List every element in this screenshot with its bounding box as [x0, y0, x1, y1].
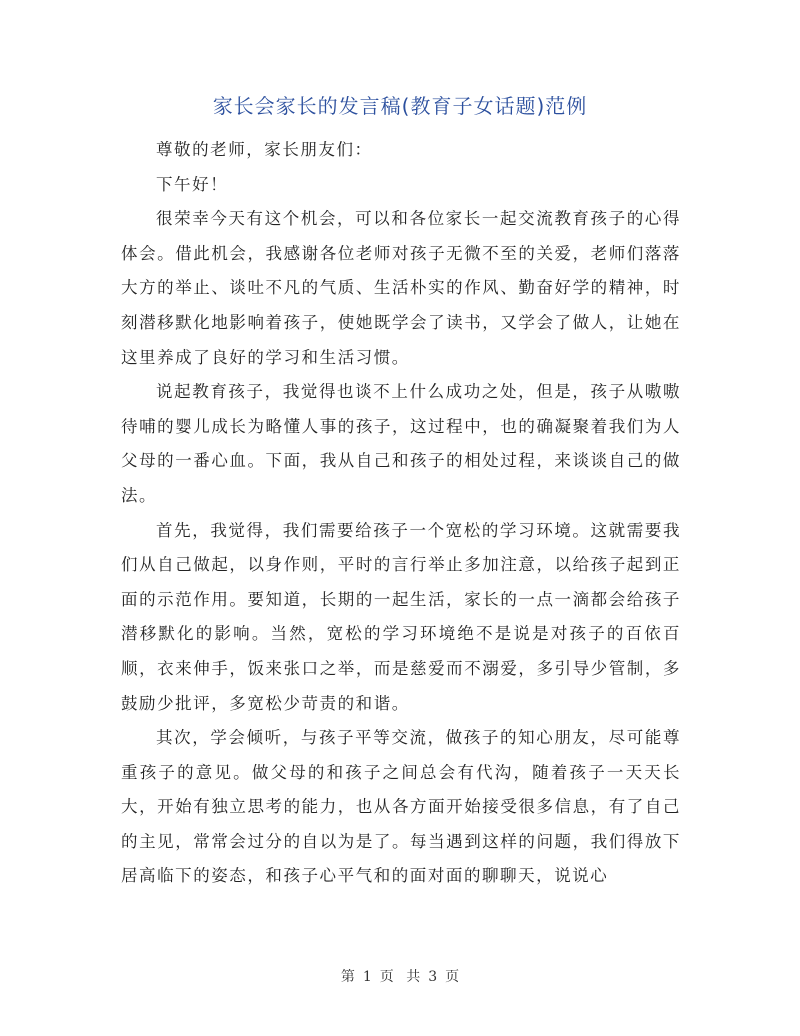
page-label-prefix: 第 [340, 969, 355, 985]
paragraph-second-point: 其次，学会倾听，与孩子平等交流，做孩子的知心朋友，尽可能尊重孩子的意见。做父母的和孩子之间总会有代沟，随着孩子一天天长大，开始有独立思考的能力，也从各方面开始接受很多信息，有了自己的主见，常常会过分的自以为是了。每当遇到这样的问题，我们得放下居高临下的姿态，和孩子心平气和的面对面的聊聊天，说说心 [121, 728, 681, 886]
greeting: 下午好！ [156, 174, 229, 194]
current-page-number: 1 [362, 969, 372, 985]
paragraph-intro: 很荣幸今天有这个机会，可以和各位家长一起交流教育孩子的心得体会。借此机会，我感谢各位老师对孩子无微不至的关爱，老师们落落大方的举止、谈吐不凡的气质、生活朴实的作风、勤奋好学的精神，时刻潜移默化地影响着孩子，使她既学会了读书，又学会了做人，让她在这里养成了良好的学习和生活习惯。 [121, 209, 681, 367]
paragraph-experience: 说起教育孩子，我觉得也谈不上什么成功之处，但是，孩子从嗷嗷待哺的婴儿成长为略懂人事的孩子，这过程中，也的确凝聚着我们为人父母的一番心血。下面，我从自己和孩子的相处过程，来谈谈自己的做法。 [121, 382, 681, 505]
document-body [121, 133, 681, 894]
page-label-suffix: 页 [445, 969, 460, 985]
page-label-mid: 页 共 [379, 969, 421, 985]
document-title: 家长会家长的发言稿(教育子女话题)范例 [212, 94, 588, 118]
total-pages-number: 3 [428, 969, 438, 985]
page-footer [0, 966, 800, 986]
salutation: 尊敬的老师，家长朋友们： [156, 140, 373, 159]
paragraph-first-point: 首先，我觉得，我们需要给孩子一个宽松的学习环境。这就需要我们从自己做起，以身作则，平时的言行举止多加注意，以给孩子起到正面的示范作用。要知道，长期的一起生活，家长的一点一滴都会给孩子潜移默化的影响。当然，宽松的学习环境绝不是说是对孩子的百依百顺，衣来伸手，饭来张口之举，而是慈爱而不溺爱，多引导少管制，多鼓励少批评，多宽松少苛责的和谐。 [121, 520, 681, 713]
